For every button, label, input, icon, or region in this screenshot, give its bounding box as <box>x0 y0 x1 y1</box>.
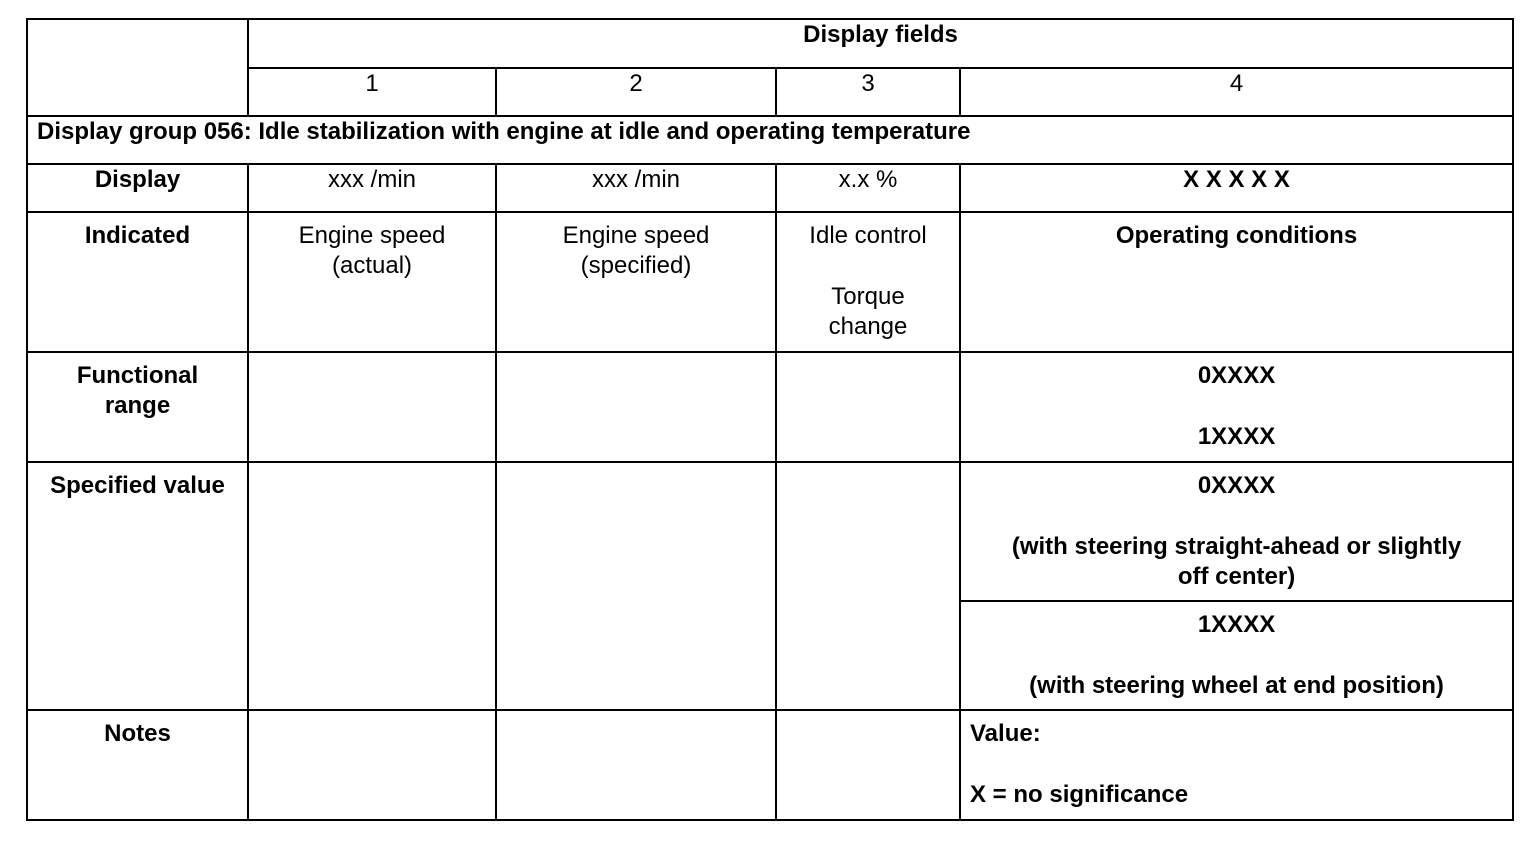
functional-range-cell-3 <box>776 352 960 462</box>
indicated-3-line-3: change <box>828 313 908 340</box>
display-value-1: xxx /min <box>248 164 496 212</box>
notes-value-legend: X = no significance <box>970 781 1189 808</box>
indicated-cell-2 <box>496 212 776 352</box>
notes-label: Notes <box>27 710 248 820</box>
group-title: Display group 056: Idle stabilization with engine at idle and operating temperature <box>27 116 1513 164</box>
specified-value-a-code: 0XXXX <box>1197 472 1276 499</box>
display-value-2: xxx /min <box>496 164 776 212</box>
indicated-cell-3 <box>776 212 960 352</box>
functional-range-label <box>27 352 248 462</box>
specified-value-cell-1 <box>248 462 496 710</box>
display-group-table <box>26 18 1514 821</box>
indicated-2-line-1: Engine speed <box>562 222 710 249</box>
functional-range-cell-2 <box>496 352 776 462</box>
display-row-label: Display <box>27 164 248 212</box>
indicated-cell-4: Operating conditions <box>960 212 1513 352</box>
display-fields-header: Display fields <box>248 19 1513 68</box>
specified-value-cell-2 <box>496 462 776 710</box>
specified-value-cell-4a <box>960 462 1513 601</box>
notes-cell-4 <box>960 710 1513 820</box>
notes-cell-2 <box>496 710 776 820</box>
specified-value-a-line-2: off center) <box>1177 563 1296 590</box>
functional-range-value-1: 1XXXX <box>1197 423 1276 450</box>
indicated-1-line-1: Engine speed <box>298 222 446 249</box>
column-header-4: 4 <box>960 68 1513 116</box>
specified-value-b-code: 1XXXX <box>1197 611 1276 638</box>
functional-range-cell-4 <box>960 352 1513 462</box>
functional-range-label-line-1: Functional <box>76 362 199 389</box>
indicated-cell-1 <box>248 212 496 352</box>
specified-value-a-line-1: (with steering straight-ahead or slightly <box>1011 533 1462 560</box>
column-header-3: 3 <box>776 68 960 116</box>
indicated-2-line-2: (specified) <box>580 252 692 279</box>
specified-value-cell-4b <box>960 601 1513 710</box>
indicated-3-line-1: Idle control <box>809 222 927 249</box>
indicated-1-line-2: (actual) <box>331 252 413 279</box>
specified-value-cell-3 <box>776 462 960 710</box>
notes-cell-3 <box>776 710 960 820</box>
column-header-2: 2 <box>496 68 776 116</box>
column-header-1: 1 <box>248 68 496 116</box>
indicated-3-line-2: Torque <box>831 283 905 310</box>
corner-cell <box>27 19 248 116</box>
notes-value-heading: Value: <box>970 720 1041 747</box>
specified-value-label: Specified value <box>27 462 248 710</box>
specified-value-b-line-1: (with steering wheel at end position) <box>1029 672 1444 699</box>
display-value-4: X X X X X <box>960 164 1513 212</box>
notes-cell-1 <box>248 710 496 820</box>
functional-range-cell-1 <box>248 352 496 462</box>
indicated-row-label: Indicated <box>27 212 248 352</box>
functional-range-label-line-2: range <box>104 392 171 419</box>
display-value-3: x.x % <box>776 164 960 212</box>
functional-range-value-0: 0XXXX <box>1197 362 1276 389</box>
